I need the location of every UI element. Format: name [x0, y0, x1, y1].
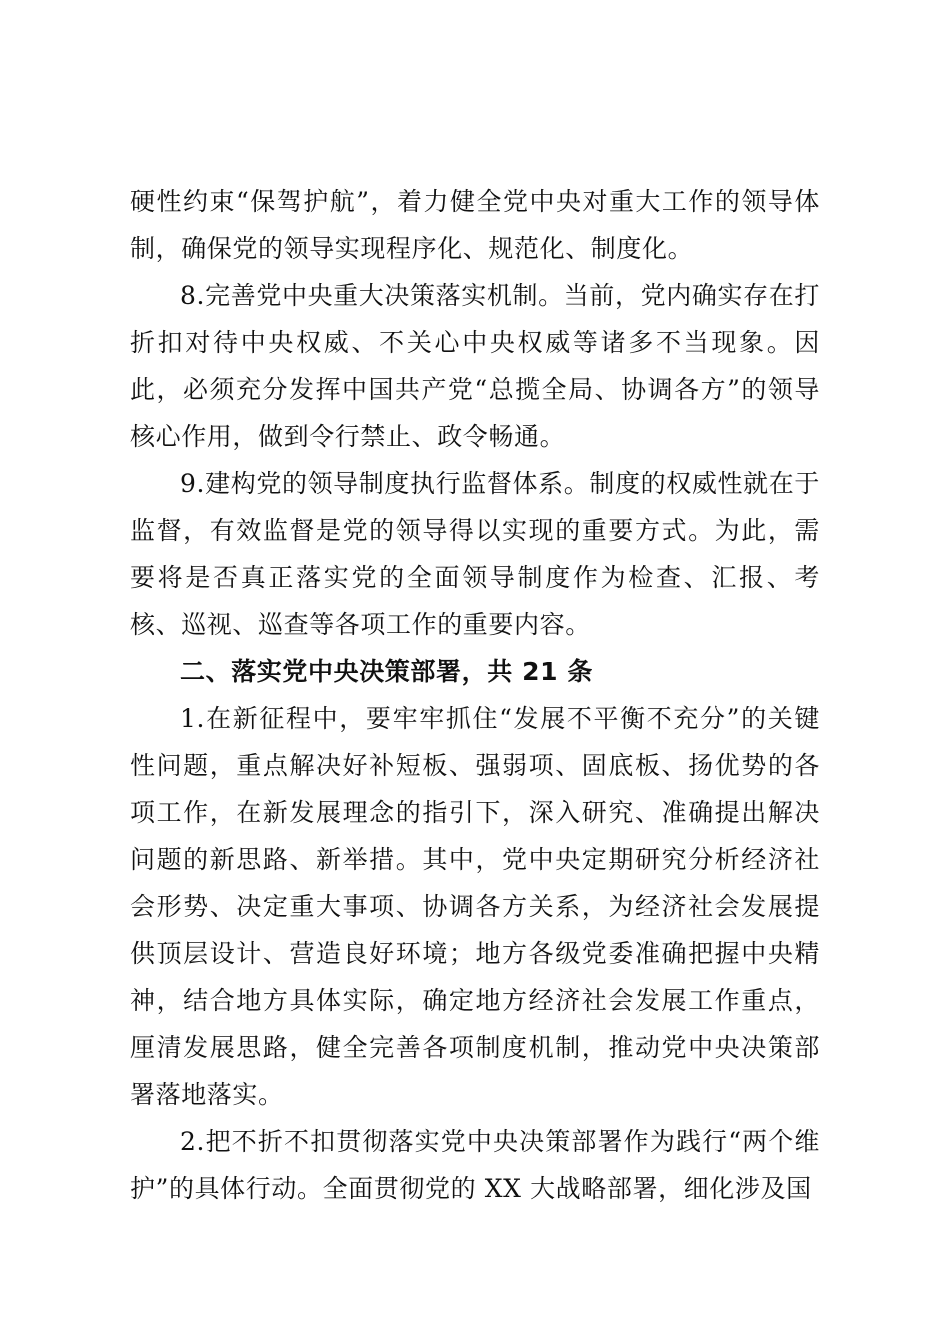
document-body [130, 178, 820, 1212]
paragraph-item-9: 9.建构党的领导制度执行监督体系。制度的权威性就在于监督，有效监督是党的领导得以实现的重要方式。为此，需要将是否真正落实党的全面领导制度作为检查、汇报、考核、巡视、巡查等各项工作的重要内容。 [130, 469, 820, 639]
paragraph-section2-item-2: 2.把不折不扣贯彻落实党中央决策部署作为践行“两个维护”的具体行动。全面贯彻党的 XX 大战略部署，细化涉及国 [130, 1127, 820, 1203]
paragraph-item-8: 8.完善党中央重大决策落实机制。当前，党内确实存在打折扣对待中央权威、不关心中央权威等诸多不当现象。因此，必须充分发挥中国共产党“总揽全局、协调各方”的领导核心作用，做到令行禁止、政令畅通。 [130, 281, 820, 451]
section-heading-2: 二、落实党中央决策部署，共 21 条 [180, 657, 593, 686]
paragraph-leadership-system: 硬性约束“保驾护航”，着力健全党中央对重大工作的领导体制，确保党的领导实现程序化、规范化、制度化。 [130, 187, 820, 263]
paragraph-section2-item-1: 1.在新征程中，要牢牢抓住“发展不平衡不充分”的关键性问题，重点解决好补短板、强弱项、固底板、扬优势的各项工作，在新发展理念的指引下，深入研究、准确提出解决问题的新思路、新举措。其中，党中央定期研究分析经济社会形势、决定重大事项、协调各方关系，为经济社会发展提供顶层设计、营造良好环境；地方各级党委准确把握中央精神，结合地方具体实际，确定地方经济社会发展工作重点，厘清发展思路，健全完善各项制度机制，推动党中央决策部署落地落实。 [130, 704, 820, 1109]
